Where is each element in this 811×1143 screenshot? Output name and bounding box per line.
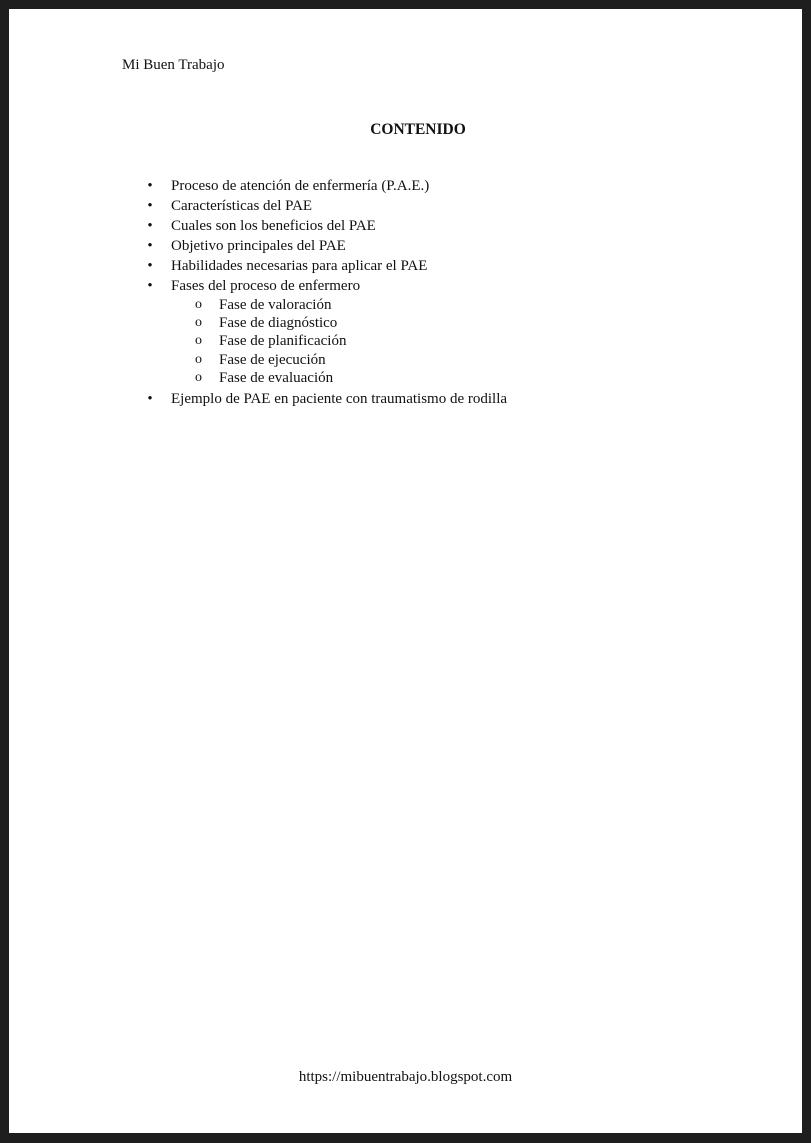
circle-bullet-icon: o: [195, 369, 202, 385]
footer-url: https://mibuentrabajo.blogspot.com: [298, 1069, 513, 1085]
bullet-icon: •: [147, 218, 153, 234]
circle-bullet-icon: o: [195, 297, 202, 312]
circle-bullet-icon: o: [195, 333, 202, 349]
list-item: [9, 196, 507, 216]
sublist-item-text: Fase de ejecución: [219, 351, 326, 368]
list-item-text: Características del PAE: [171, 198, 313, 214]
page-title: CONTENIDO: [370, 121, 466, 138]
circle-bullet-icon: o: [195, 351, 202, 367]
list-item-text: Ejemplo de PAE en paciente con traumatismo de rodilla: [171, 390, 508, 407]
sublist-item-text: Fase de evaluación: [219, 369, 334, 386]
bullet-icon: •: [147, 238, 153, 254]
list-item-text: Objetivo principales del PAE: [171, 238, 346, 254]
list-item-text: Proceso de atención de enfermería (P.A.E.): [171, 178, 430, 194]
document-page: [9, 9, 802, 1133]
bullet-icon: •: [147, 198, 153, 214]
bullet-icon: •: [147, 278, 153, 294]
sublist-item: [9, 351, 507, 369]
page-header: Mi Buen Trabajo: [122, 57, 225, 73]
bullet-icon: •: [147, 390, 153, 407]
list-item: [9, 276, 507, 296]
list-item-text: Habilidades necesarias para aplicar el PAE: [171, 258, 428, 274]
sublist-item-text: Fase de diagnóstico: [219, 315, 338, 332]
list-item: [9, 216, 507, 236]
bullet-icon: •: [147, 178, 153, 194]
list-item: [9, 176, 507, 196]
sublist-item: [9, 332, 507, 350]
sublist-item-text: Fase de planificación: [219, 333, 347, 350]
table-of-contents: [9, 176, 507, 409]
sublist-item-text: Fase de valoración: [219, 297, 332, 313]
list-item: [9, 389, 507, 409]
list-item-text: Cuales son los beneficios del PAE: [171, 218, 376, 234]
sublist-item: [9, 369, 507, 387]
sublist-item: [9, 314, 507, 332]
sublist-item: [9, 296, 507, 314]
sublist: [9, 296, 507, 387]
circle-bullet-icon: o: [195, 315, 202, 331]
list-item-text: Fases del proceso de enfermero: [171, 278, 361, 294]
list-item: [9, 236, 507, 256]
sublist-container: [9, 296, 507, 389]
bullet-icon: •: [147, 258, 153, 274]
list-item: [9, 256, 507, 276]
